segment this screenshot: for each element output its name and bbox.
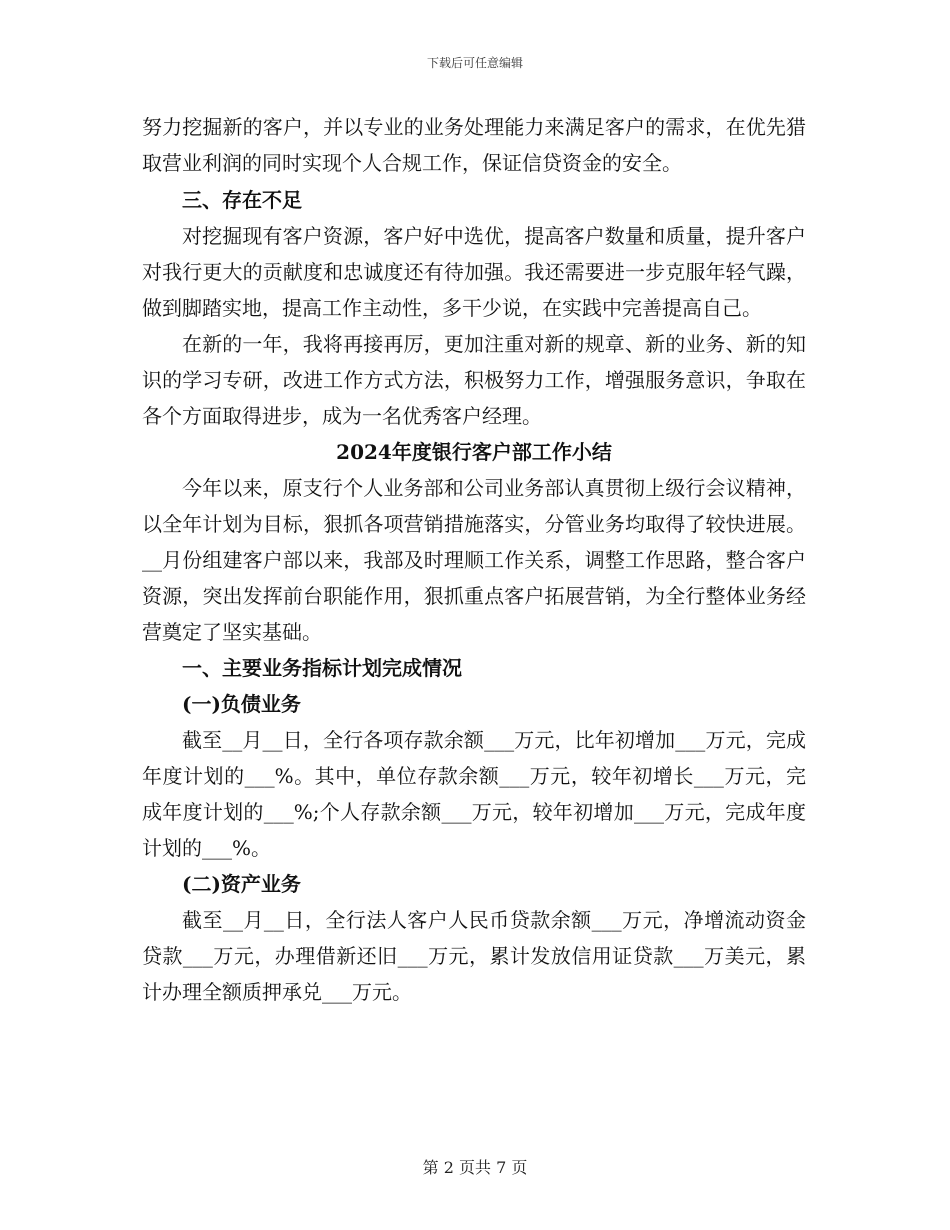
heading-shortcomings: 三、存在不足: [182, 188, 302, 212]
document-title: 2024年度银行客户部工作小结: [336, 440, 612, 464]
paragraph-shortcomings: 对挖掘现有客户资源，客户好中选优，提高客户数量和质量，提升客户对我行更大的贡献度和忠诚度还有待加强。我还需要进一步克服年轻气躁，做到脚踏实地，提高工作主动性，多干少说，在实践中完善提高自己。: [142, 224, 806, 320]
paragraph-liability: 截至__月__日，全行各项存款余额___万元，比年初增加___万元，完成年度计划的___%。其中，单位存款余额___万元，较年初增长___万元，完成年度计划的___%;个人存款余额___万元，较年初增加___万元，完成年度计划的___%。: [142, 728, 806, 860]
paragraph-asset: 截至__月__日，全行法人客户人民币贷款余额___万元，净增流动资金贷款___万元，办理借新还旧___万元，累计发放信用证贷款___万美元，累计办理全额质押承兑___万元。: [142, 908, 806, 1004]
page-number: 第 2 页共 7 页: [422, 1158, 528, 1177]
paragraph-continuation: 努力挖掘新的客户，并以专业的业务处理能力来满足客户的需求，在优先猎取营业利润的同时实现个人合规工作，保证信贷资金的安全。: [142, 115, 806, 175]
heading-liability: (一)负债业务: [182, 692, 301, 716]
paragraph-intro: 今年以来，原支行个人业务部和公司业务部认真贯彻上级行会议精神，以全年计划为目标，狠抓各项营销措施落实，分管业务均取得了较快进展。__月份组建客户部以来，我部及时理顺工作关系，调整工作思路，整合客户资源，突出发挥前台职能作用，狠抓重点客户拓展营销，为全行整体业务经营奠定了坚实基础。: [142, 476, 806, 644]
heading-asset: (二)资产业务: [182, 872, 301, 896]
document-body: [142, 109, 806, 1010]
page-header-note: 下载后可任意编辑: [426, 56, 523, 70]
paragraph-new-year: 在新的一年，我将再接再厉，更加注重对新的规章、新的业务、新的知识的学习专研，改进工作方式方法，积极努力工作，增强服务意识，争取在各个方面取得进步，成为一名优秀客户经理。: [142, 332, 806, 428]
heading-indicators: 一、主要业务指标计划完成情况: [182, 656, 462, 680]
